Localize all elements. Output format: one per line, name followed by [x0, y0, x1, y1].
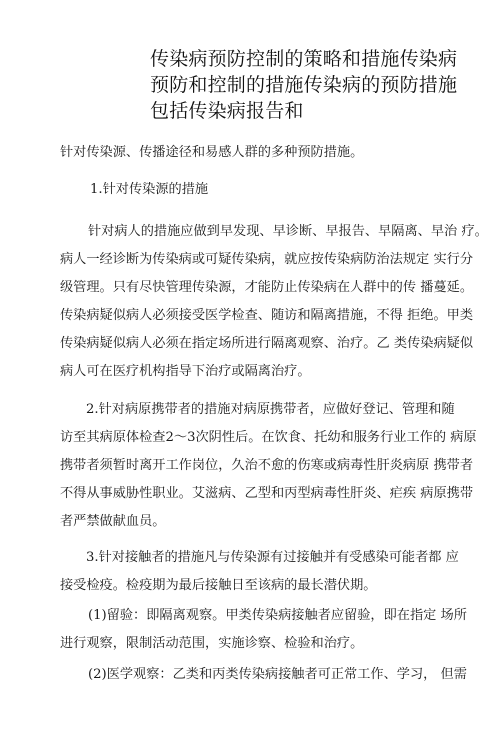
text-line: 针对病人的措施应做到早发现、早诊断、早报告、早隔离、早治 疗。 [88, 224, 488, 239]
title-line-2: 预防和控制的措施传染病的预防措施 [150, 74, 458, 96]
subsection-2: (2)医学观察：乙类和丙类传染病接触者可正常工作、学习， 但需 [88, 667, 467, 682]
text-line: 传染病疑似病人必须在指定场所进行隔离观察、治疗。乙 类传染病疑似 [60, 336, 474, 351]
text-line: 访至其病原体检查2〜3次阴性后。在饮食、托幼和服务行业工作的 病原 [60, 430, 477, 445]
subsection-1: (1)留验：即隔离观察。甲类传染病接触者应留验，即在指定 场所 [88, 608, 467, 623]
text-line: 不得从事威胁性职业。艾滋病、乙型和丙型病毒性肝炎、疟疾 病原携带 [60, 486, 474, 501]
title-line-3: 包括传染病报告和 [150, 100, 304, 122]
text-line: 病人可在医疗机构指导下治疗或隔离治疗。 [60, 364, 311, 379]
text-line: 级管理。只有尽快管理传染源，才能防止传染病在人群中的传 播蔓延。 [60, 280, 474, 295]
text-line: 进行观察，限制活动范围，实施诊察、检验和治疗。 [60, 636, 364, 651]
title-line-1: 传染病预防控制的策略和措施传染病 [150, 48, 458, 70]
section-heading-2: 2.针对病原携带者的措施对病原携带者，应做好登记、管理和随 [86, 402, 455, 417]
text-line: 接受检疫。检疫期为最后接触日至该病的最长潜伏期。 [60, 578, 377, 593]
document-title [150, 46, 470, 124]
text-line: 者严禁做献血员。 [60, 514, 166, 529]
text-line: 携带者须暂时离开工作岗位，久治不愈的伤寒或病毒性肝炎病原 携带者 [60, 458, 474, 473]
section-heading-3: 3.针对接触者的措施凡与传染源有过接触并有受感染可能者都 应 [86, 550, 459, 565]
intro-line: 针对传染源、传播途径和易感人群的多种预防措施。 [60, 145, 364, 160]
text-line: 病人一经诊断为传染病或可疑传染病，就应按传染病防治法规定 实行分 [60, 252, 474, 267]
section-heading-1: 1.针对传染源的措施 [90, 182, 209, 197]
text-line: 传染病疑似病人必须接受医学检查、随访和隔离措施，不得 拒绝。甲类 [60, 308, 474, 323]
